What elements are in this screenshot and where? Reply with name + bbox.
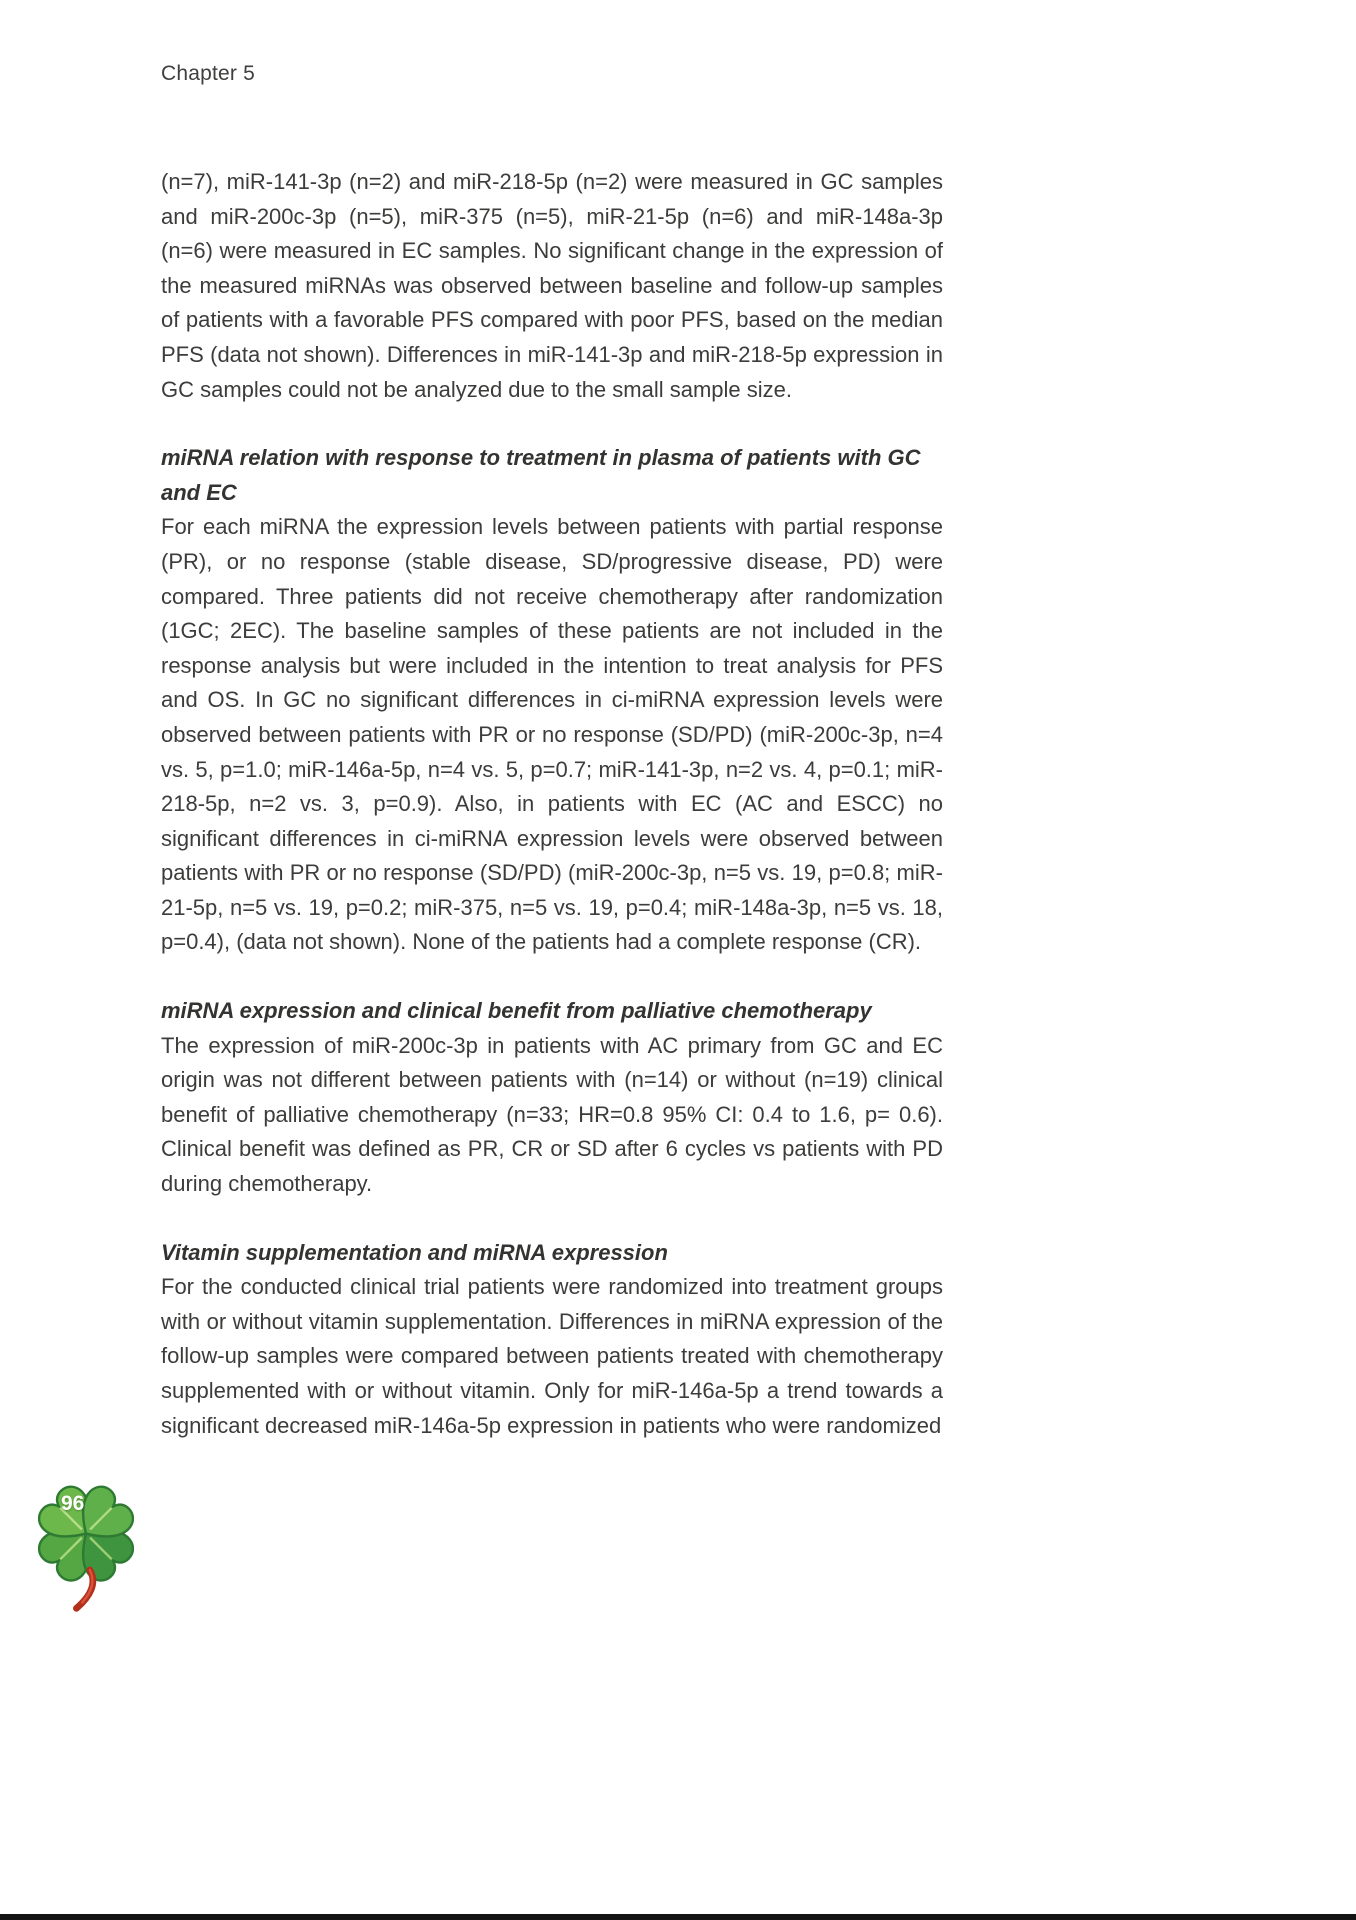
page-number-ornament — [38, 1478, 134, 1616]
page-content — [161, 165, 943, 1477]
chapter-header: Chapter 5 — [161, 62, 256, 85]
section-heading-clinical-benefit: miRNA expression and clinical benefit from palliative chemotherapy — [161, 998, 872, 1024]
paragraph-response-to-treatment: For each miRNA the expression levels between patients with partial response (PR), or no response (stable disease, SD/progressive disease, PD) were compared. Three patients did not receive chemotherapy after randomization (1GC; 2EC). The baseline samples of these patients are not included in the response analysis but were included in the intention to treat analysis for PFS and OS. In GC no significant differences in ci-miRNA expression levels were observed between patients with PR or no response (SD/PD) (miR-200c-3p, n=4 vs. 5, p=1.0; miR-146a-5p, n=4 vs. 5, p=0.7; miR-141-3p, n=2 vs. 4, p=0.1; miR-218-5p, n=2 vs. 3, p=0.9). Also, in patients with EC (AC and ESCC) no significant differences in ci-miRNA expression levels were observed between patients with PR or no response (SD/PD) (miR-200c-3p, n=5 vs. 19, p=0.8; miR-21-5p, n=5 vs. 19, p=0.2; miR-375, n=5 vs. 19, p=0.4; miR-148a-3p, n=5 vs. 18, p=0.4), (data not shown). None of the patients had a complete response (CR). — [161, 514, 943, 955]
page-number: 96 — [61, 1492, 85, 1515]
paragraph-vitamin-supplementation: For the conducted clinical trial patients were randomized into treatment groups with or without vitamin supplementation. Differences in miRNA expression of the follow-up samples were compared between patients treated with chemotherapy supplemented with or without vitamin. Only for miR-146a-5p a trend towards a significant decreased miR-146a-5p expression in patients who were randomized — [161, 1274, 943, 1438]
page-bottom-edge — [0, 1914, 1356, 1920]
paragraph-intro: (n=7), miR-141-3p (n=2) and miR-218-5p (n=2) were measured in GC samples and miR-200c-3p (n=5), miR-375 (n=5), miR-21-5p (n=6) and miR-148a-3p (n=6) were measured in EC samples. No significant change in the expression of the measured miRNAs was observed between baseline and follow-up samples of patients with a favorable PFS compared with poor PFS, based on the median PFS (data not shown). Differences in miR-141-3p and miR-218-5p expression in GC samples could not be analyzed due to the small sample size. — [161, 169, 943, 402]
clover-icon — [38, 1478, 134, 1616]
paragraph-clinical-benefit: The expression of miR-200c-3p in patients with AC primary from GC and EC origin was not different between patients with (n=14) or without (n=19) clinical benefit of palliative chemotherapy (n=33; HR=0.8 95% CI: 0.4 to 1.6, p= 0.6). Clinical benefit was defined as PR, CR or SD after 6 cycles vs patients with PD during chemotherapy. — [161, 1032, 943, 1197]
section-heading-vitamin-supplementation: Vitamin supplementation and miRNA expression — [161, 1239, 668, 1265]
section-heading-response-to-treatment: miRNA relation with response to treatment in plasma of patients with GC and EC — [161, 445, 921, 505]
